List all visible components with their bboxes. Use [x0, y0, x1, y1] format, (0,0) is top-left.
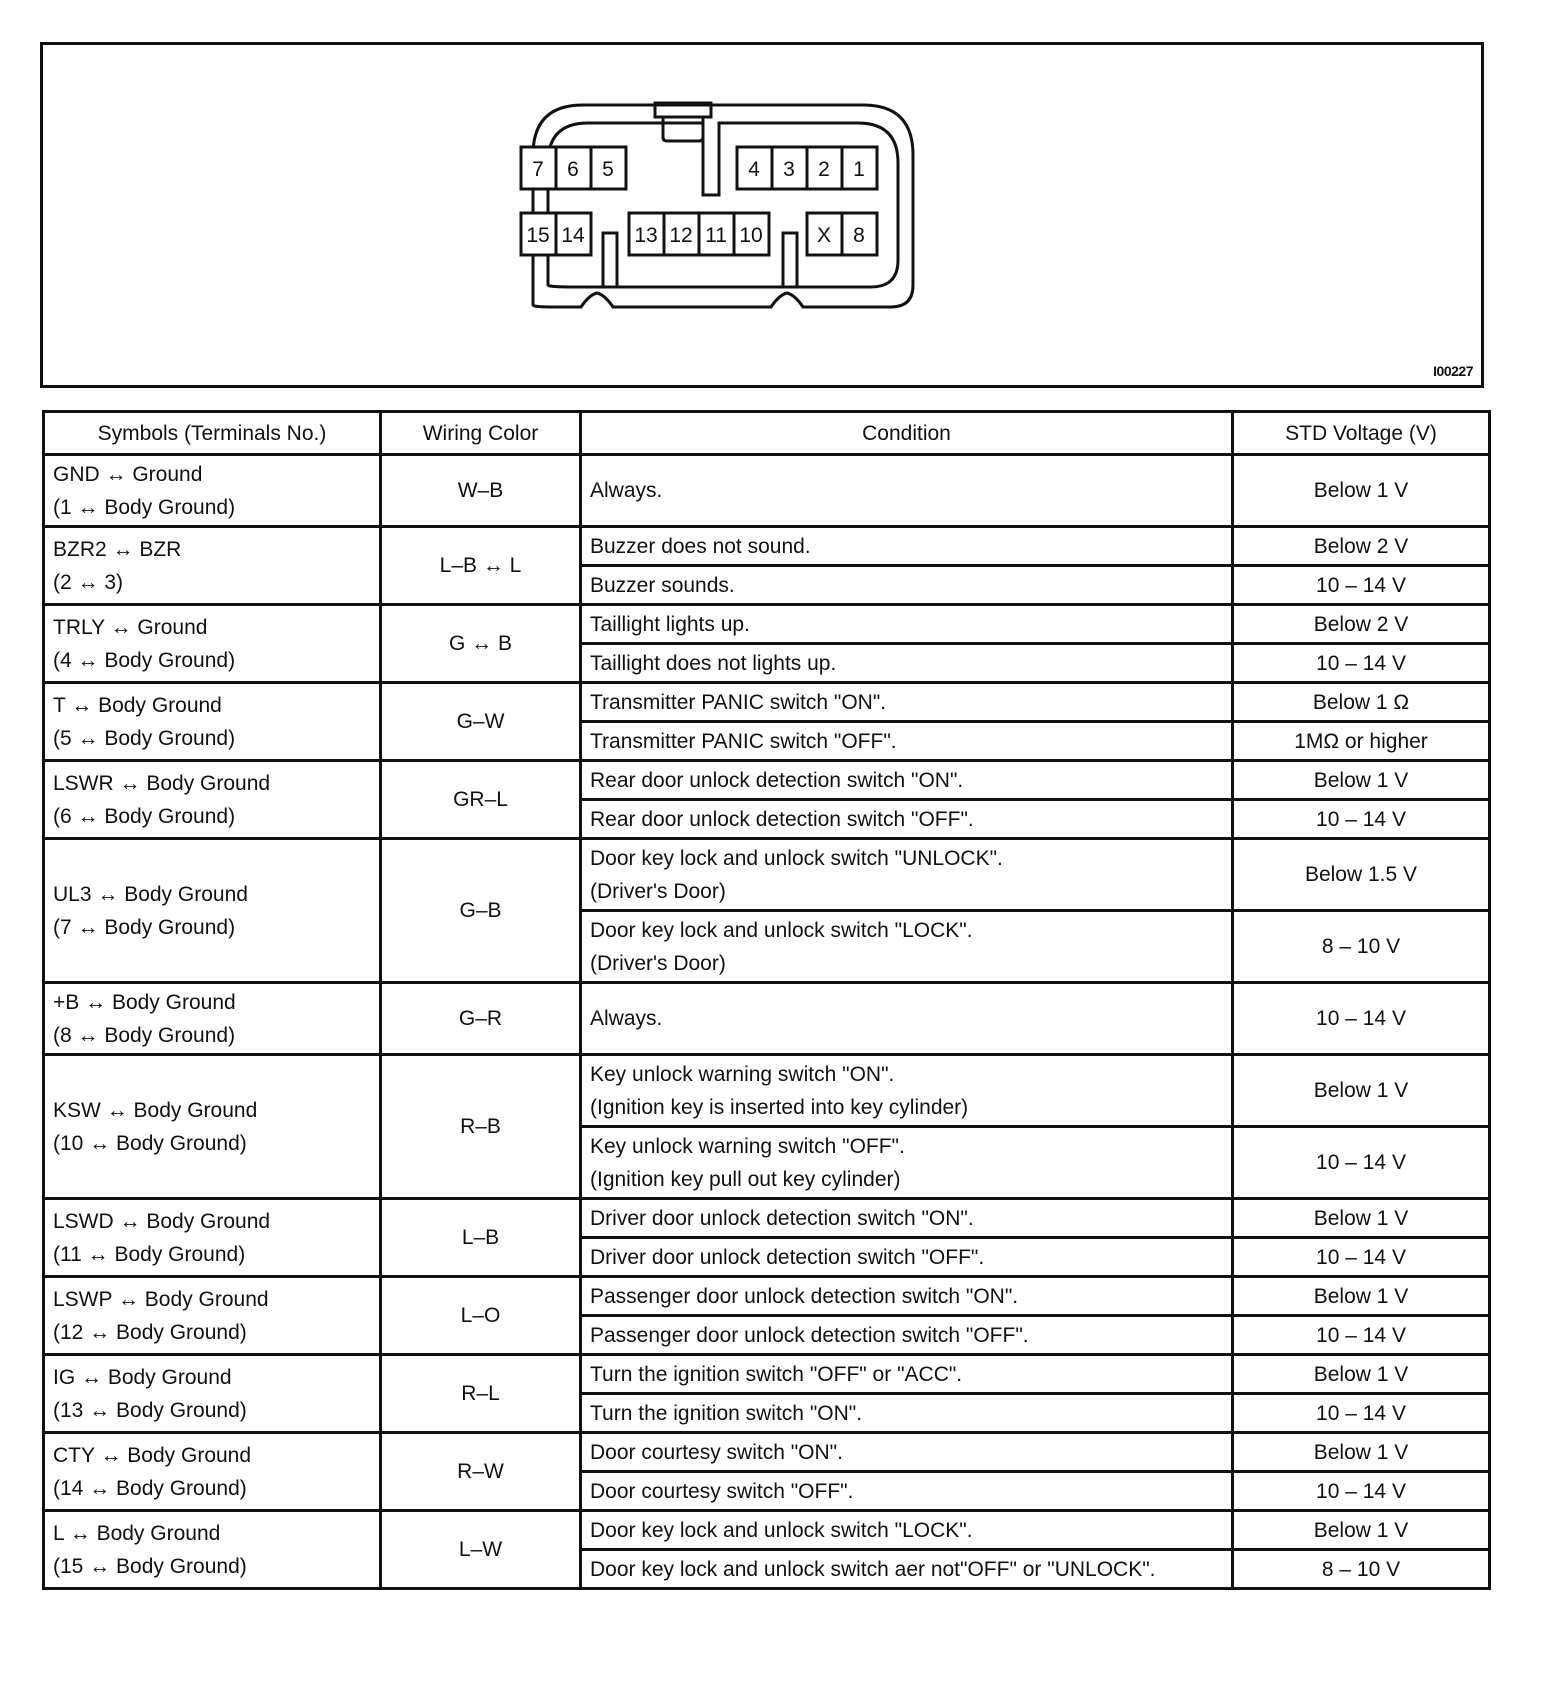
condition-text: Passenger door unlock detection switch "ON". — [590, 1284, 1019, 1308]
condition-cell — [581, 1472, 1233, 1511]
std-voltage-cell: 10 – 14 V — [1233, 1472, 1490, 1511]
std-voltage-cell: Below 1 V — [1233, 1433, 1490, 1472]
condition-text: Taillight does not lights up. — [590, 651, 837, 675]
condition-text: Door key lock and unlock switch "LOCK". — [590, 1518, 973, 1542]
wiring-color-cell: L–B — [381, 1199, 581, 1277]
condition-text: Turn the ignition switch "ON". — [590, 1401, 863, 1425]
condition-text: Buzzer does not sound. — [590, 534, 811, 558]
condition-cell — [581, 527, 1233, 566]
condition-text: Transmitter PANIC switch "OFF". — [590, 729, 897, 753]
key-left — [603, 233, 617, 287]
std-voltage-cell: 8 – 10 V — [1233, 1550, 1490, 1589]
symbol-terminals: (10 ↔ Body Ground) — [53, 1131, 247, 1155]
symbol-cell — [44, 761, 381, 839]
symbol-cell — [44, 1199, 381, 1277]
symbol-terminals: (15 ↔ Body Ground) — [53, 1554, 247, 1578]
condition-text: Rear door unlock detection switch "OFF". — [590, 807, 974, 831]
symbol-terminals: (5 ↔ Body Ground) — [53, 726, 236, 750]
condition-cell — [581, 644, 1233, 683]
condition-text: Driver door unlock detection switch "OFF". — [590, 1245, 985, 1269]
condition-text: Door key lock and unlock switch "UNLOCK". — [590, 846, 1003, 870]
table-row — [44, 683, 1490, 722]
symbol-cell — [44, 1277, 381, 1355]
symbol-name: UL3 ↔ Body Ground — [53, 882, 248, 906]
connector-diagram — [40, 42, 1484, 388]
condition-text: Transmitter PANIC switch "ON". — [590, 690, 887, 714]
symbol-name: LSWR ↔ Body Ground — [53, 771, 271, 795]
std-voltage-cell: 10 – 14 V — [1233, 1238, 1490, 1277]
pin-label: 1 — [853, 158, 865, 181]
wiring-color-cell: R–B — [381, 1055, 581, 1199]
condition-text: Door courtesy switch "ON". — [590, 1440, 843, 1464]
symbol-name: IG ↔ Body Ground — [53, 1365, 232, 1389]
condition-cell — [581, 911, 1233, 983]
condition-cell — [581, 683, 1233, 722]
wiring-color-cell: L–W — [381, 1511, 581, 1589]
connector-drawing — [43, 45, 1481, 385]
condition-cell — [581, 1127, 1233, 1199]
lock-tab-body — [663, 117, 703, 141]
condition-cell — [581, 761, 1233, 800]
wiring-color-cell: L–B ↔ L — [381, 527, 581, 605]
table-row — [44, 527, 1490, 566]
std-voltage-cell: Below 2 V — [1233, 605, 1490, 644]
std-voltage-cell: 10 – 14 V — [1233, 566, 1490, 605]
pin-label: 3 — [783, 158, 795, 181]
condition-text: Buzzer sounds. — [590, 573, 735, 597]
condition-note: (Ignition key pull out key cylinder) — [590, 1167, 901, 1191]
std-voltage-cell: Below 2 V — [1233, 527, 1490, 566]
symbol-terminals: (4 ↔ Body Ground) — [53, 648, 236, 672]
std-voltage-cell: Below 1 V — [1233, 1277, 1490, 1316]
condition-cell — [581, 1277, 1233, 1316]
wiring-color-cell: G–B — [381, 839, 581, 983]
symbol-name: CTY ↔ Body Ground — [53, 1443, 252, 1467]
terminal-spec-table — [42, 410, 1491, 1590]
condition-cell — [581, 605, 1233, 644]
std-voltage-cell: Below 1 Ω — [1233, 683, 1490, 722]
wiring-color-cell: GR–L — [381, 761, 581, 839]
pin-label: 6 — [567, 158, 579, 181]
table-row — [44, 1277, 1490, 1316]
condition-text: Key unlock warning switch "OFF". — [590, 1134, 905, 1158]
condition-text: Turn the ignition switch "OFF" or "ACC". — [590, 1362, 963, 1386]
pin-label: 7 — [532, 158, 544, 181]
symbol-cell — [44, 455, 381, 527]
symbol-cell — [44, 527, 381, 605]
condition-text: Door courtesy switch "OFF". — [590, 1479, 854, 1503]
pin-label: 4 — [748, 158, 760, 181]
wiring-color-cell: G–R — [381, 983, 581, 1055]
table-row — [44, 983, 1490, 1055]
table-header-row — [44, 412, 1490, 455]
condition-text: Driver door unlock detection switch "ON". — [590, 1206, 974, 1230]
symbol-name: +B ↔ Body Ground — [53, 990, 236, 1014]
condition-text: Key unlock warning switch "ON". — [590, 1062, 895, 1086]
table-row — [44, 839, 1490, 911]
symbol-terminals: (14 ↔ Body Ground) — [53, 1476, 247, 1500]
symbol-terminals: (2 ↔ 3) — [53, 570, 124, 594]
symbol-cell — [44, 605, 381, 683]
pin-label: 2 — [818, 158, 830, 181]
symbol-name: KSW ↔ Body Ground — [53, 1098, 258, 1122]
wiring-color-cell: G ↔ B — [381, 605, 581, 683]
figure-code: I00227 — [1433, 363, 1473, 379]
symbol-terminals: (1 ↔ Body Ground) — [53, 495, 236, 519]
wiring-color-cell: L–O — [381, 1277, 581, 1355]
condition-cell — [581, 1055, 1233, 1127]
table-row — [44, 455, 1490, 527]
condition-cell — [581, 1511, 1233, 1550]
table-row — [44, 605, 1490, 644]
key-right — [783, 233, 797, 287]
condition-cell — [581, 1355, 1233, 1394]
pin-label: 10 — [739, 224, 763, 247]
std-voltage-cell: Below 1.5 V — [1233, 839, 1490, 911]
std-voltage-cell: Below 1 V — [1233, 1055, 1490, 1127]
header-wiring-color: Wiring Color — [381, 412, 581, 455]
condition-text: Door key lock and unlock switch aer not"OFF" or "UNLOCK". — [590, 1557, 1156, 1581]
wiring-color-cell: G–W — [381, 683, 581, 761]
symbol-name: GND ↔ Ground — [53, 462, 203, 486]
pin-label: 11 — [705, 224, 727, 247]
pin-label: 8 — [853, 224, 865, 247]
condition-note: (Driver's Door) — [590, 951, 726, 975]
std-voltage-cell: 8 – 10 V — [1233, 911, 1490, 983]
symbol-name: T ↔ Body Ground — [53, 693, 222, 717]
symbol-name: L ↔ Body Ground — [53, 1521, 221, 1545]
condition-cell — [581, 722, 1233, 761]
condition-cell — [581, 1394, 1233, 1433]
condition-cell — [581, 1238, 1233, 1277]
wiring-color-cell: W–B — [381, 455, 581, 527]
condition-cell — [581, 1433, 1233, 1472]
pin-label: 12 — [669, 224, 693, 247]
header-std-voltage: STD Voltage (V) — [1233, 412, 1490, 455]
header-symbols: Symbols (Terminals No.) — [44, 412, 381, 455]
connector-outline — [533, 105, 913, 307]
symbol-terminals: (13 ↔ Body Ground) — [53, 1398, 247, 1422]
pin-label: 5 — [602, 158, 614, 181]
symbol-cell — [44, 1355, 381, 1433]
symbol-name: BZR2 ↔ BZR — [53, 537, 182, 561]
condition-cell — [581, 800, 1233, 839]
symbol-terminals: (8 ↔ Body Ground) — [53, 1023, 236, 1047]
symbol-cell — [44, 1055, 381, 1199]
std-voltage-cell: 10 – 14 V — [1233, 1127, 1490, 1199]
condition-text: Taillight lights up. — [590, 612, 750, 636]
symbol-terminals: (6 ↔ Body Ground) — [53, 804, 236, 828]
condition-note: (Ignition key is inserted into key cylinder) — [590, 1095, 969, 1119]
condition-cell — [581, 1550, 1233, 1589]
table-row — [44, 1355, 1490, 1394]
std-voltage-cell: 10 – 14 V — [1233, 800, 1490, 839]
condition-cell — [581, 1199, 1233, 1238]
condition-cell — [581, 1316, 1233, 1355]
table-row — [44, 761, 1490, 800]
header-condition: Condition — [581, 412, 1233, 455]
symbol-name: LSWD ↔ Body Ground — [53, 1209, 271, 1233]
condition-text: Rear door unlock detection switch "ON". — [590, 768, 964, 792]
condition-cell — [581, 455, 1233, 527]
wiring-color-cell: R–W — [381, 1433, 581, 1511]
std-voltage-cell: Below 1 V — [1233, 761, 1490, 800]
std-voltage-cell: Below 1 V — [1233, 1511, 1490, 1550]
table-row — [44, 1199, 1490, 1238]
symbol-cell — [44, 839, 381, 983]
table-row — [44, 1055, 1490, 1127]
pin-label: 14 — [561, 224, 585, 247]
std-voltage-cell: Below 1 V — [1233, 1199, 1490, 1238]
condition-text: Passenger door unlock detection switch "OFF". — [590, 1323, 1029, 1347]
symbol-name: LSWP ↔ Body Ground — [53, 1287, 269, 1311]
std-voltage-cell: 10 – 14 V — [1233, 1316, 1490, 1355]
symbol-terminals: (11 ↔ Body Ground) — [53, 1242, 246, 1266]
table-row — [44, 1511, 1490, 1550]
condition-note: (Driver's Door) — [590, 879, 726, 903]
pin-label: 13 — [634, 224, 658, 247]
wiring-color-cell: R–L — [381, 1355, 581, 1433]
condition-cell — [581, 983, 1233, 1055]
table-body — [44, 455, 1490, 1589]
std-voltage-cell: 10 – 14 V — [1233, 644, 1490, 683]
std-voltage-cell: Below 1 V — [1233, 455, 1490, 527]
std-voltage-cell: 10 – 14 V — [1233, 1394, 1490, 1433]
symbol-terminals: (12 ↔ Body Ground) — [53, 1320, 247, 1344]
condition-text: Always. — [590, 1007, 663, 1030]
condition-cell — [581, 839, 1233, 911]
table-row — [44, 1433, 1490, 1472]
pin-label: X — [816, 224, 832, 247]
std-voltage-cell: 10 – 14 V — [1233, 983, 1490, 1055]
condition-text: Door key lock and unlock switch "LOCK". — [590, 918, 973, 942]
symbol-terminals: (7 ↔ Body Ground) — [53, 915, 236, 939]
symbol-cell — [44, 983, 381, 1055]
std-voltage-cell: Below 1 V — [1233, 1355, 1490, 1394]
pin-label: 15 — [526, 224, 550, 247]
symbol-name: TRLY ↔ Ground — [53, 615, 208, 639]
condition-text: Always. — [590, 479, 663, 502]
symbol-cell — [44, 1433, 381, 1511]
std-voltage-cell: 1MΩ or higher — [1233, 722, 1490, 761]
symbol-cell — [44, 1511, 381, 1589]
condition-cell — [581, 566, 1233, 605]
symbol-cell — [44, 683, 381, 761]
